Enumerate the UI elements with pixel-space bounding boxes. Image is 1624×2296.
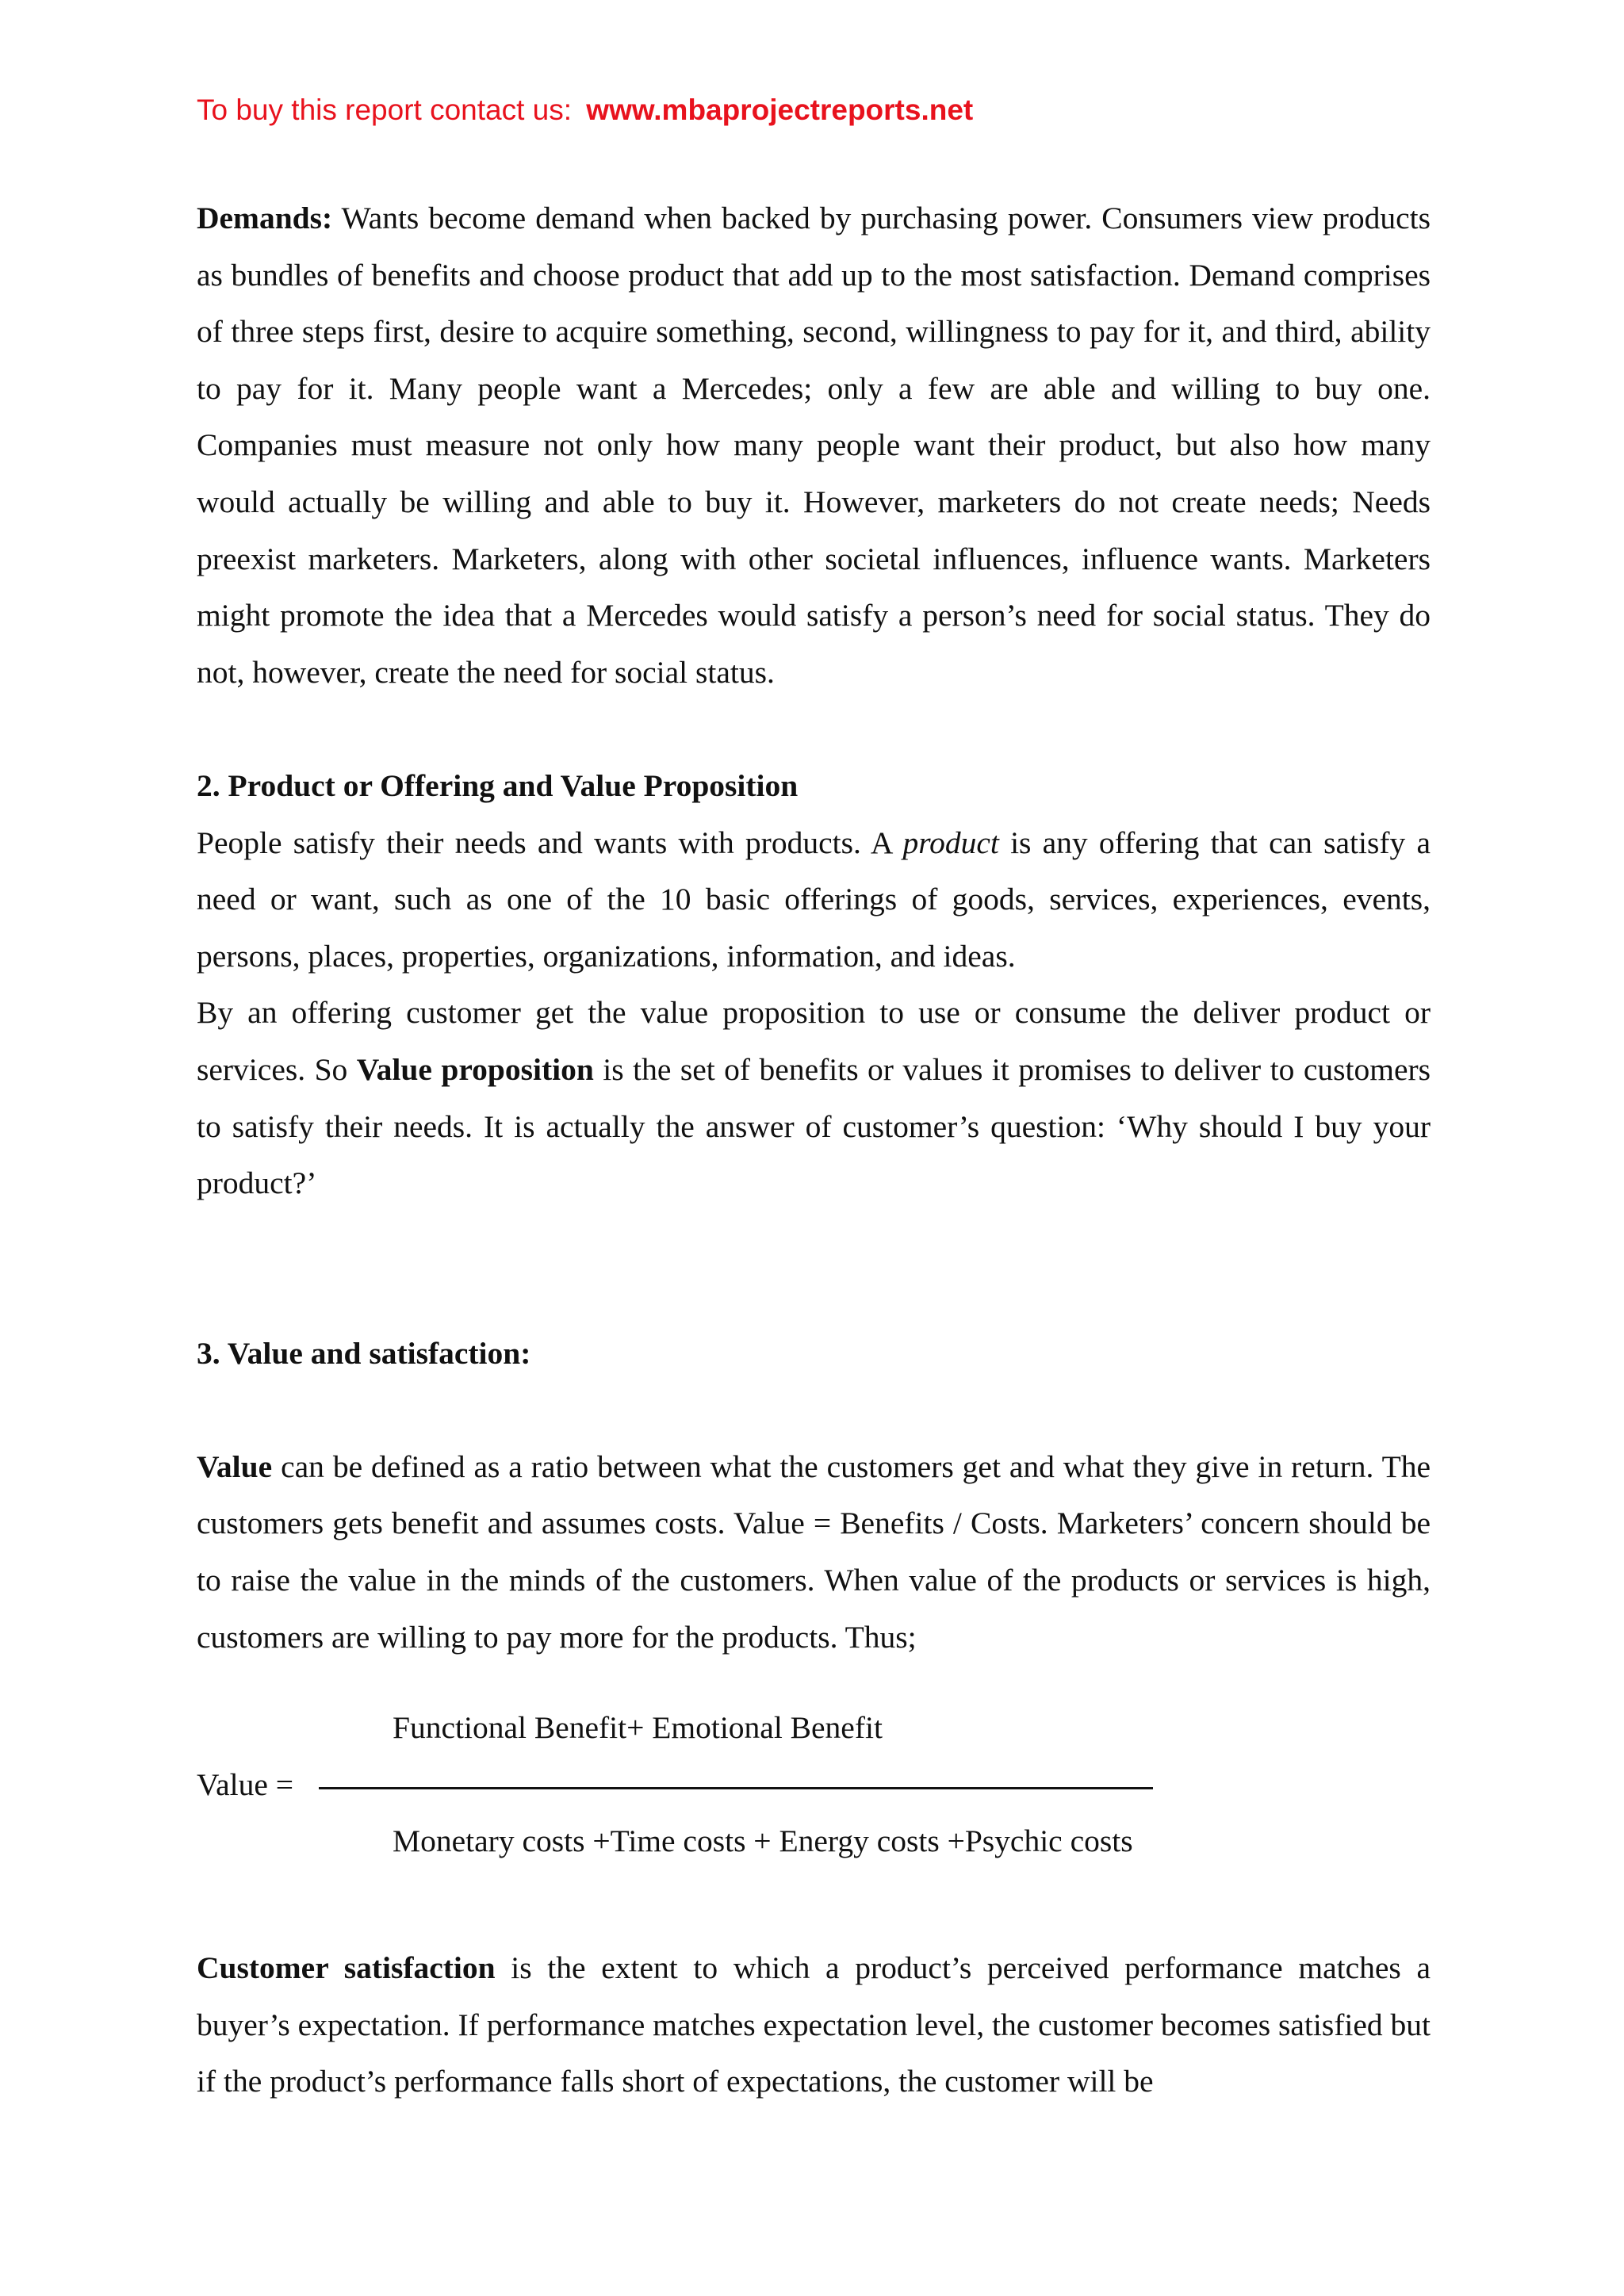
product-paragraph [197,815,1431,985]
formula-fraction-bar [319,1787,1153,1789]
vp-text-before: By an offering customer get the value proposition to use or consume the deliver product or services. So [197,995,1431,1087]
section-3-heading: 3. Value and satisfaction: [197,1335,531,1371]
product-term: product [902,825,999,860]
demands-term: Demands: [197,201,333,235]
formula-numerator: Functional Benefit+ Emotional Benefit [393,1710,883,1745]
demands-text: Wants become demand when backed by purchasing power. Consumers view products as bundles of benefits and choose product that add up to the most satisfaction. Demand comprises of three steps first, desire to acquire something, second, willingness to pay for it, and third, ability to pay for it. Many people want a Mercedes; only a few are able and willing to buy one. Companies must measure not only how many people want their product, but also how many would actually be willing and able to buy it. However, marketers do not create needs; Needs preexist marketers. Marketers, along with other societal influences, influence wants. Marketers might promote the idea that a Mercedes would satisfy a person’s need for social status. They do not, however, create the need for social status. [197,201,1431,690]
vp-term: Value proposition [356,1051,594,1087]
value-text: can be defined as a ratio between what the customers get and what they give in return. The customers gets benefit and assumes costs. Value = Benefits / Costs. Marketers’ concern should be to raise the value in the minds of the customers. When value of the products or services is high, customers are willing to pay more for the products. Thus; [197,1448,1431,1655]
page-header [197,94,973,127]
vp-text-after: is the set of benefits or values it promises to deliver to customers to satisfy their needs. It is actually the answer of customer’s question: ‘Why should I buy your product?’ [197,1051,1431,1201]
demands-paragraph [197,190,1431,701]
document-body [197,190,1431,1666]
value-formula [197,1709,1228,1900]
formula-lhs: Value = [197,1767,294,1802]
cs-text: is the extent to which a product’s perceived performance matches a buyer’s expectation. If performance matches expectation level, the customer becomes satisfied but if the product’s performance falls short of expectations, the customer will be [197,1950,1431,2099]
value-proposition-paragraph [197,985,1431,1211]
section-2-heading: 2. Product or Offering and Value Proposition [197,767,799,803]
formula-denominator: Monetary costs +Time costs + Energy costs +Psychic costs [393,1823,1133,1858]
header-url-link[interactable]: www.mbaprojectreports.net [586,94,974,126]
customer-satisfaction-paragraph [197,1940,1431,2110]
product-text-before: People satisfy their needs and wants with products. A [197,825,903,860]
value-term: Value [197,1448,273,1484]
cs-term: Customer satisfaction [197,1950,496,1985]
customer-satisfaction-section [197,1940,1431,2110]
header-prefix: To buy this report contact us: [197,94,573,126]
value-paragraph [197,1439,1431,1666]
product-text-after: is any offering that can satisfy a need or want, such as one of the 10 basic offerings of goods, services, experiences, events, persons, places, properties, organizations, information, and ideas. [197,825,1431,974]
